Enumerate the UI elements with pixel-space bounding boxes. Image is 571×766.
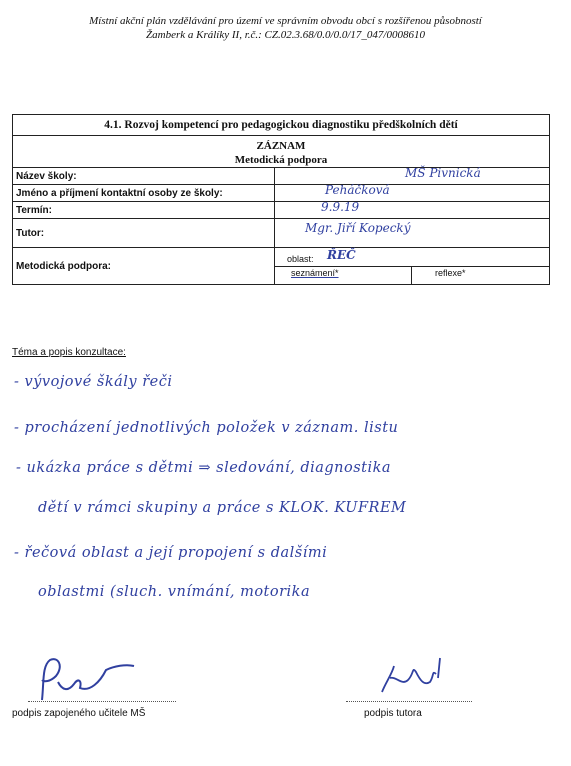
school-name-label: Název školy: xyxy=(13,168,275,184)
date-value: 9.9.19 xyxy=(321,200,360,214)
record-subtitle: Metodická podpora xyxy=(234,154,328,166)
header-line-2: Žamberk a Králíky II, r.č.: CZ.02.3.68/0.0/0.0/17_047/0008610 xyxy=(146,29,425,41)
topic-line-1: - vývojové škály řeči xyxy=(14,374,173,390)
topic-line-3: - ukázka práce s dětmi ⇒ sledování, diagnostika xyxy=(16,460,392,476)
support-cells xyxy=(275,248,549,284)
contact-person-label: Jméno a příjmení kontaktní osoby ze školy: xyxy=(13,185,275,201)
record-form xyxy=(12,114,550,285)
area-value: ŘEČ xyxy=(327,248,356,262)
row-date xyxy=(13,202,549,219)
tutor-value: Mgr. Jiří Kopecký xyxy=(305,221,411,235)
topic-line-4: dětí v rámci skupiny a práce s KLOK. KUFREM xyxy=(38,500,407,516)
row-methodical-support xyxy=(13,248,549,284)
document-header xyxy=(0,14,571,42)
record-heading xyxy=(13,136,549,168)
tutor-signature-label: podpis tutora xyxy=(364,708,422,719)
record-title: ZÁZNAM xyxy=(256,140,306,152)
option-introduction: seznámení* xyxy=(291,268,339,278)
teacher-signature-label: podpis zapojeného učitele MŠ xyxy=(12,708,146,719)
topic-line-2: - procházení jednotlivých položek v záznam. listu xyxy=(14,420,399,436)
option-reflection: reflexe* xyxy=(435,268,466,278)
form-title: 4.1. Rozvoj kompetencí pro pedagogickou diagnostiku předškolních dětí xyxy=(13,115,549,136)
option-divider xyxy=(411,266,412,284)
tutor-signature-line xyxy=(346,700,472,702)
row-school-name xyxy=(13,168,549,185)
topic-line-6: oblastmi (sluch. vnímání, motorika xyxy=(38,584,311,600)
area-cell xyxy=(275,248,549,267)
tutor-label: Tutor: xyxy=(13,219,275,247)
teacher-signature-line xyxy=(28,700,176,702)
contact-person-value: Peháčková xyxy=(325,183,390,197)
area-label: oblast: xyxy=(287,254,314,264)
topic-label: Téma a popis konzultace: xyxy=(12,347,126,358)
support-label: Metodická podpora: xyxy=(13,248,275,284)
header-line-1: Místní akční plán vzdělávání pro území ve správním obvodu obcí s rozšířenou působností xyxy=(89,15,482,27)
row-contact-person xyxy=(13,185,549,202)
topic-line-5: - řečová oblast a její propojení s dalšími xyxy=(14,545,328,561)
school-name-value: MŠ Pivnická xyxy=(405,166,481,180)
tutor-signature xyxy=(372,652,452,704)
teacher-signature xyxy=(30,652,140,704)
row-tutor xyxy=(13,219,549,248)
date-label: Termín: xyxy=(13,202,275,218)
